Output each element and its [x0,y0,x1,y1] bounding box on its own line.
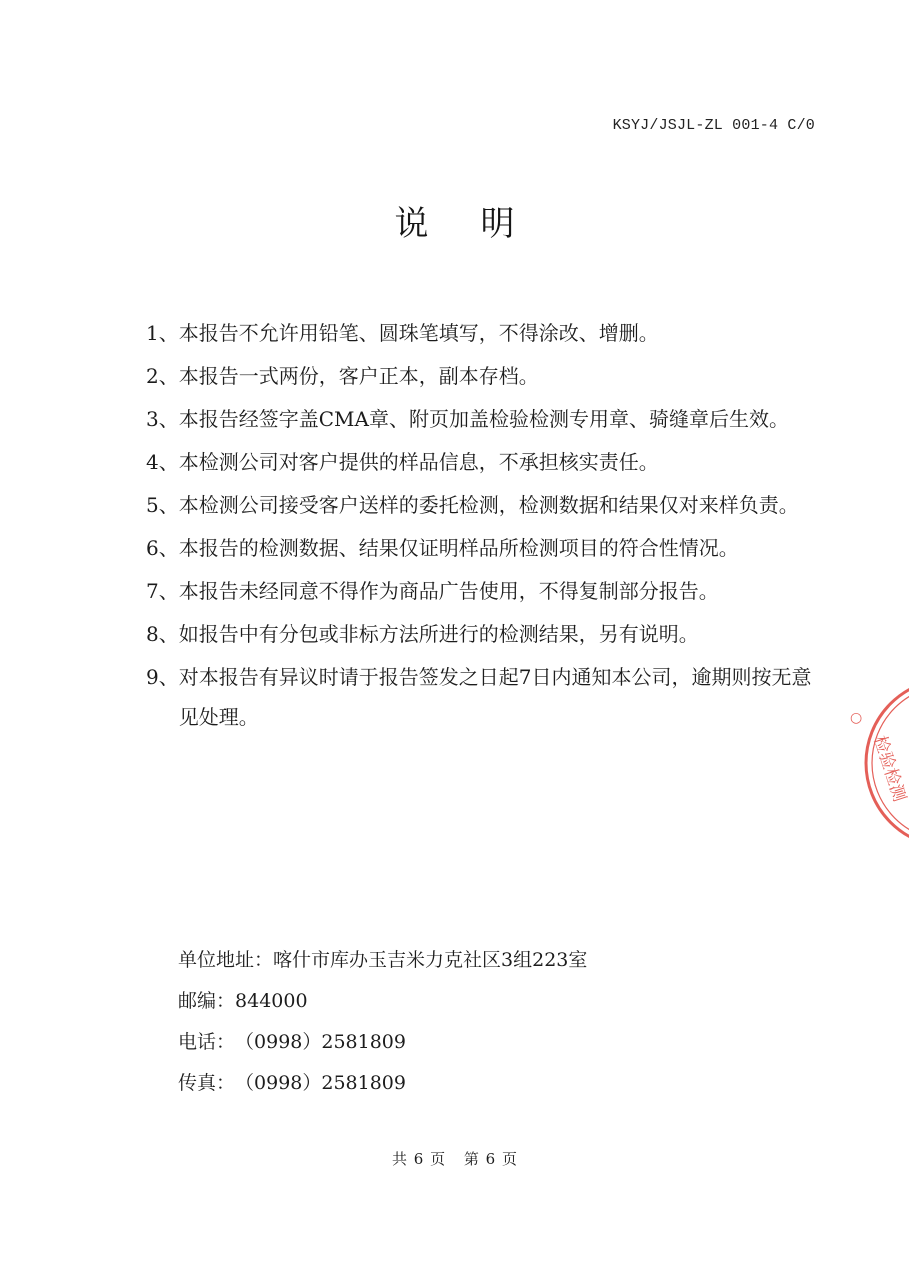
notes-list [146,313,826,740]
fax-label: 传真： [178,1072,236,1094]
note-item [146,356,826,396]
address-label: 单位地址： [178,949,274,971]
note-number: 8、 [146,622,179,646]
note-item [146,399,826,439]
note-item [146,442,826,482]
phone-value: （0998）2581809 [235,1031,406,1053]
note-item [146,614,826,654]
phone-row [178,1022,587,1063]
note-text: 本报告的检测数据、结果仅证明样品所检测项目的符合性情况。 [178,536,739,560]
note-item [146,313,826,353]
note-number: 9、 [146,665,179,689]
note-text: 对本报告有异议时请于报告签发之日起7日内通知本公司，逾期则按无意见处理。 [178,665,812,729]
note-number: 7、 [146,579,179,603]
seal-star: ○ [850,710,863,726]
note-text: 本报告一式两份，客户正本，副本存档。 [178,364,539,388]
note-item [146,571,826,611]
note-item [146,657,826,737]
document-code: KSYJ/JSJL-ZL 001-4 C/0 [612,117,815,134]
note-number: 6、 [146,536,179,560]
seal-lettering: 检验检测 [869,733,909,805]
note-number: 5、 [146,493,179,517]
total-pages: 共 6 页 [392,1150,446,1168]
note-text: 本检测公司接受客户送样的委托检测，检测数据和结果仅对来样负责。 [178,493,799,517]
note-text: 本检测公司对客户提供的样品信息，不承担核实责任。 [178,450,659,474]
note-text: 本报告未经同意不得作为商品广告使用，不得复制部分报告。 [178,579,719,603]
note-text: 如报告中有分包或非标方法所进行的检测结果，另有说明。 [178,622,699,646]
postcode-value: 844000 [235,990,308,1012]
fax-row [178,1063,587,1104]
note-number: 1、 [146,321,179,345]
note-text: 本报告经签字盖CMA章、附页加盖检验检测专用章、骑缝章后生效。 [178,407,789,431]
fax-value: （0998）2581809 [235,1072,406,1094]
note-item [146,528,826,568]
current-page: 第 6 页 [463,1150,517,1168]
note-number: 3、 [146,407,179,431]
seal-stamp-icon [830,678,909,848]
note-number: 4、 [146,450,179,474]
note-item [146,485,826,525]
address-row [178,940,587,981]
page-title: 说明 [394,204,567,244]
contact-info [178,940,587,1104]
phone-label: 电话： [178,1031,236,1053]
seal-stamp-graphic [830,678,909,848]
note-text: 本报告不允许用铅笔、圆珠笔填写，不得涂改、增删。 [178,321,659,345]
postcode-row [178,981,587,1022]
note-number: 2、 [146,364,179,388]
postcode-label: 邮编： [178,990,236,1012]
page-footer [0,1148,909,1169]
address-value: 喀什市库办玉吉米力克社区3组223室 [273,949,588,971]
